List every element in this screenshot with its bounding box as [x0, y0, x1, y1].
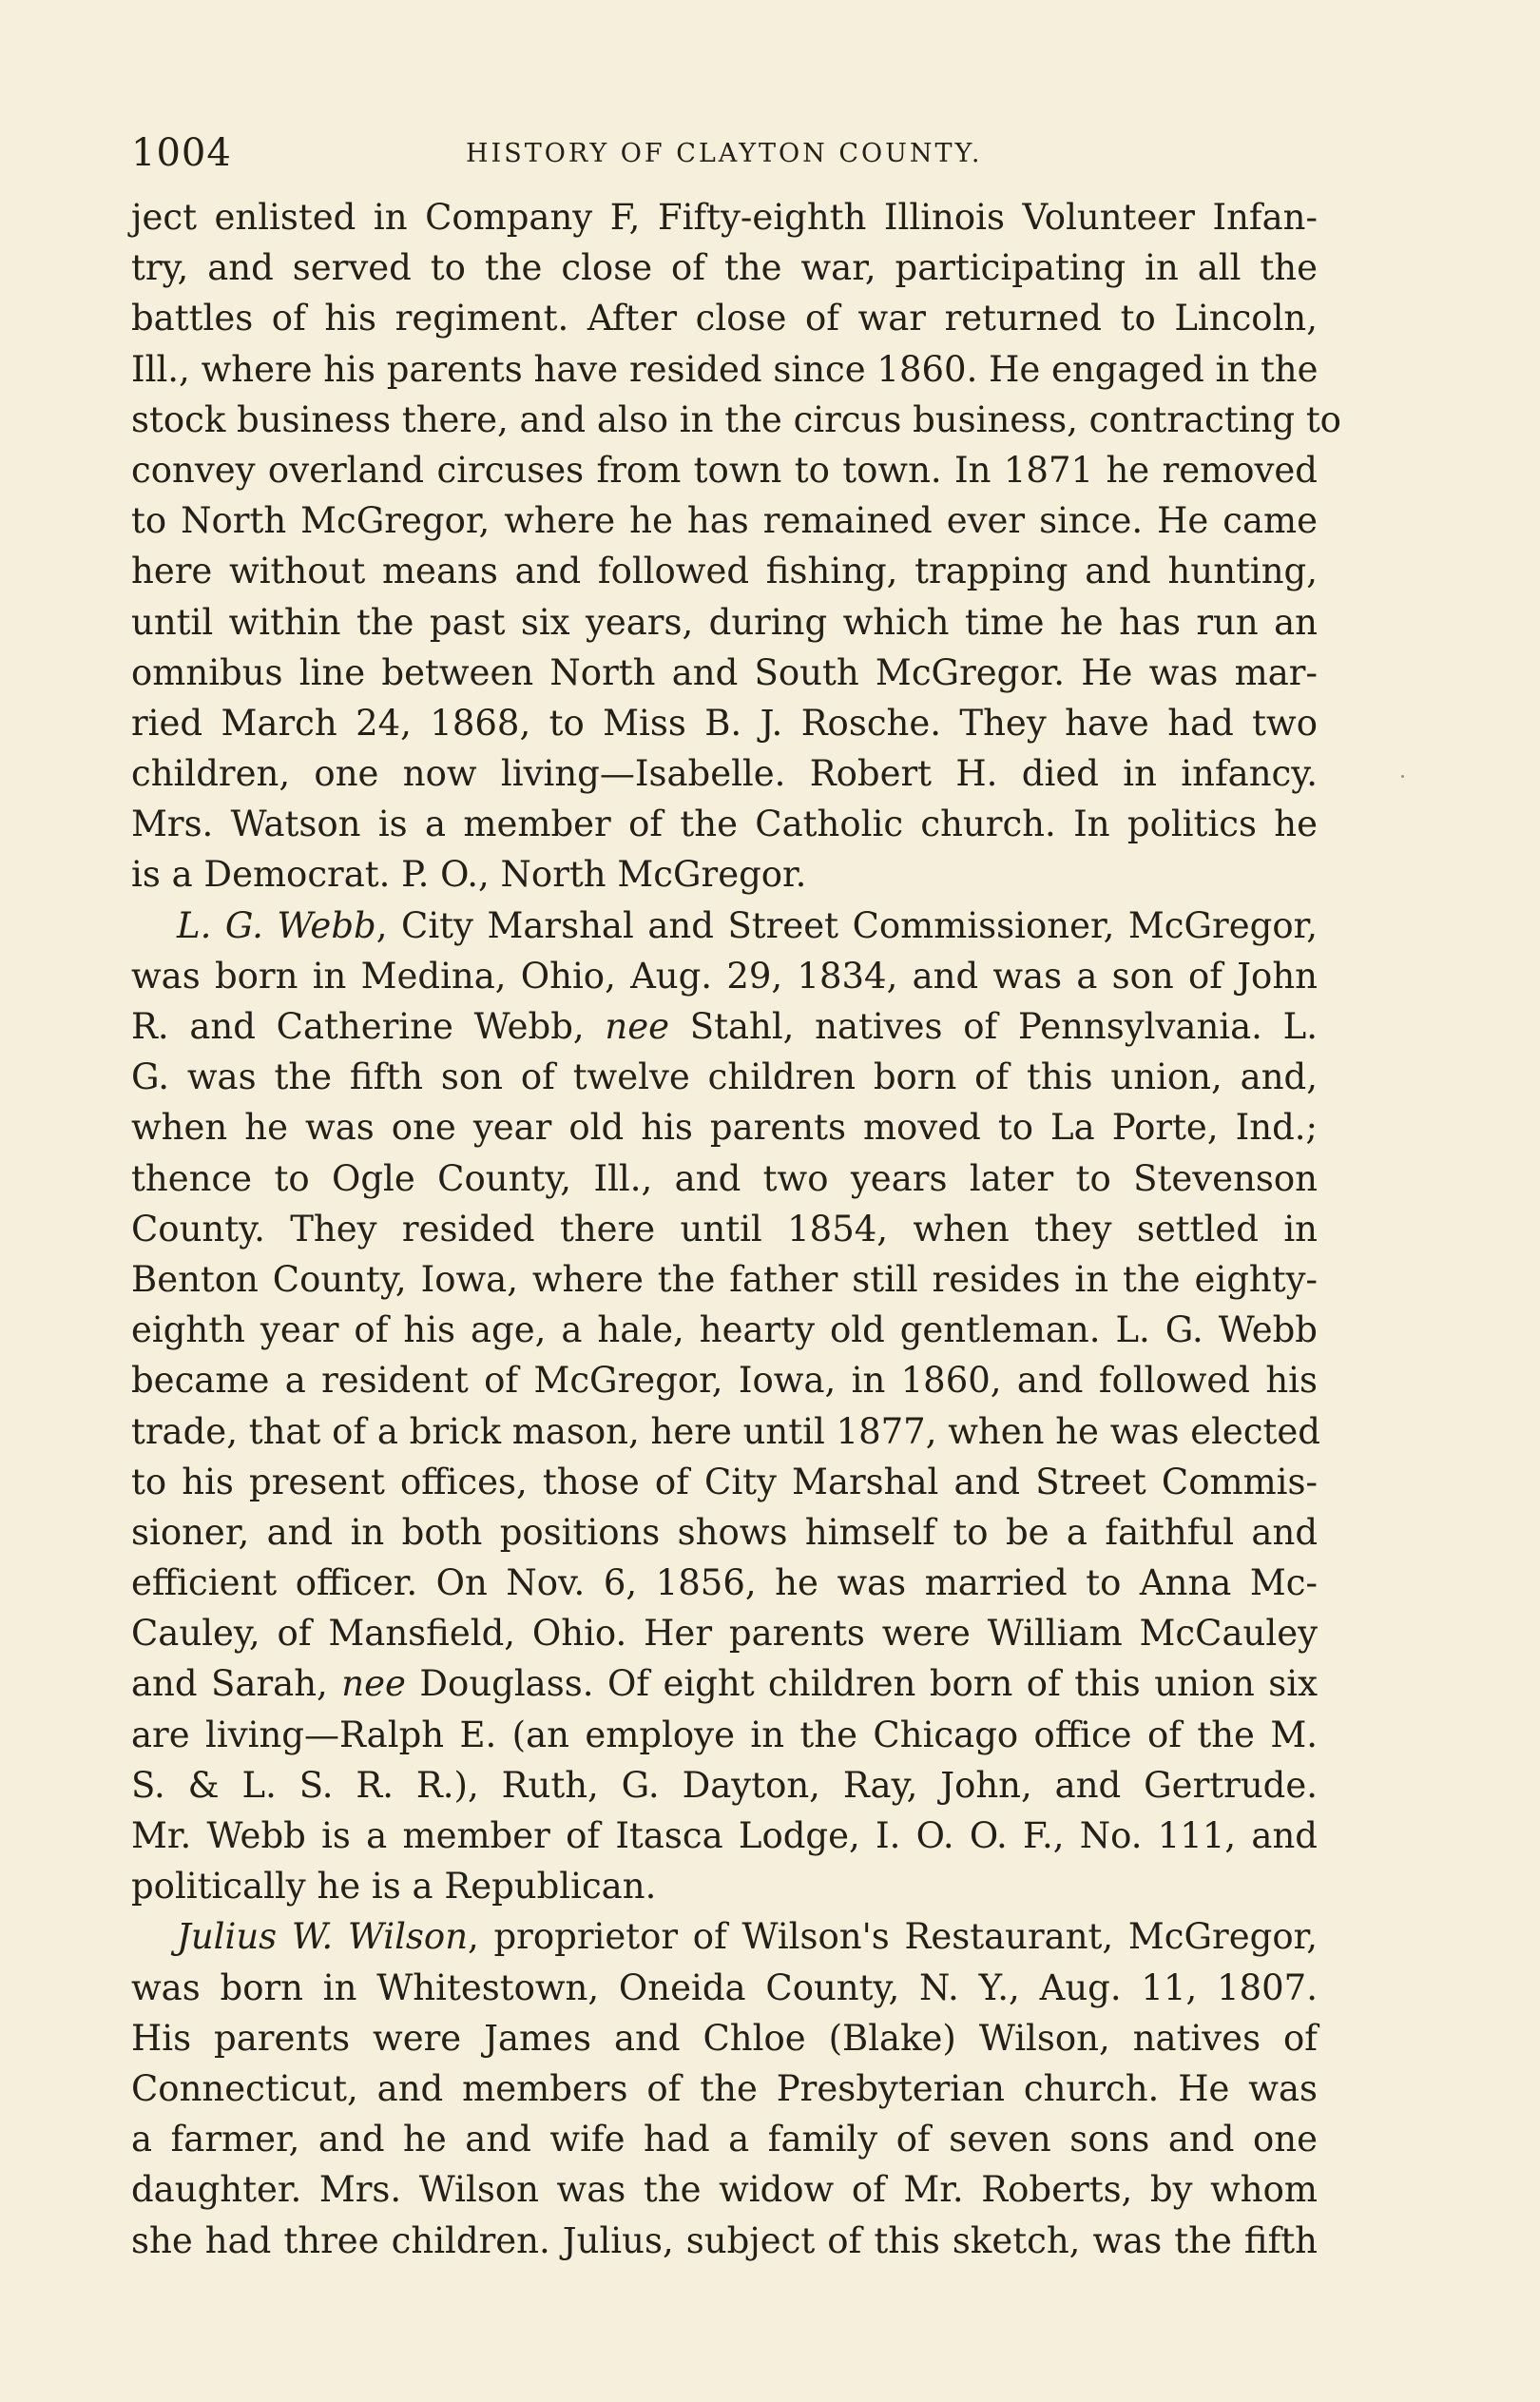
text-line	[131, 1811, 1318, 1861]
line-text: are living—Ralph E. (an employe in the Chicago office of the M.	[131, 1714, 1318, 1755]
line-text: to his present offices, those of City Marshal and Street Commis-	[131, 1461, 1318, 1502]
line-text: stock business there, and also in the circus business, contracting to	[131, 398, 1341, 440]
text-line	[131, 1457, 1318, 1507]
line-text: ried March 24, 1868, to Miss B. J. Rosche. They have had two	[131, 702, 1318, 744]
text-line	[131, 1001, 1318, 1052]
line-text: a farmer, and he and wife had a family of seven sons and one	[131, 2119, 1318, 2160]
line-text: was born in Whitestown, Oneida County, N. Y., Aug. 11, 1807.	[131, 1966, 1318, 2008]
text-line	[131, 395, 1341, 445]
line-text: efficient officer. On Nov. 6, 1856, he was married to Anna Mc-	[131, 1562, 1318, 1604]
text-line	[131, 293, 1318, 343]
text-line	[131, 445, 1318, 495]
line-text: children, one now living—Isabelle. Robert H. died in infancy.	[131, 753, 1318, 795]
page-header	[0, 131, 1540, 179]
line-text: Connecticut, and members of the Presbyterian church. He was	[131, 2067, 1318, 2109]
text-line	[131, 698, 1318, 748]
text-line	[131, 1861, 1318, 1911]
text-line	[131, 495, 1318, 546]
line-text: S. & L. S. R. R.), Ruth, G. Dayton, Ray, John, and Gertrude.	[131, 1764, 1318, 1806]
line-text: , proprietor of Wilson's Restaurant, McGregor,	[468, 1916, 1318, 1958]
text-line	[131, 849, 1318, 900]
text-line	[131, 951, 1318, 1001]
text-line	[131, 2063, 1318, 2114]
page-number: 1004	[131, 131, 232, 175]
line-text: ject enlisted in Company F, Fifty-eighth Illinois Volunteer Infan-	[131, 197, 1318, 238]
line-text: Benton County, Iowa, where the father still resides in the eighty-	[131, 1258, 1318, 1300]
text-line	[131, 192, 1318, 242]
text-line	[131, 1254, 1318, 1305]
person-name: Julius W. Wilson	[177, 1916, 469, 1958]
line-text: Mr. Webb is a member of Itasca Lodge, I. O. O. F., No. 111, and	[131, 1815, 1318, 1856]
line-text: and Sarah,	[131, 1663, 342, 1705]
line-text: , City Marshal and Street Commissioner, McGregor,	[375, 904, 1318, 946]
text-line	[131, 1406, 1318, 1457]
text-line	[131, 1658, 1318, 1709]
line-text: is a Democrat. P. O., North McGregor.	[131, 854, 807, 896]
text-line	[131, 2013, 1318, 2063]
text-line	[131, 1760, 1318, 1811]
text-line	[131, 597, 1318, 648]
text-line	[131, 1558, 1318, 1608]
italic-word: nee	[341, 1663, 406, 1705]
text-line	[131, 799, 1318, 849]
line-text: County. They resided there until 1854, when they settled in	[131, 1208, 1318, 1249]
body-text	[131, 192, 1341, 2266]
text-line	[131, 546, 1318, 596]
text-line	[131, 1608, 1318, 1658]
line-text: sioner, and in both positions shows himself to be a faithful and	[131, 1511, 1318, 1553]
text-line	[131, 648, 1318, 698]
line-text-continued: Stahl, natives of Pennsylvania. L.	[669, 1006, 1318, 1047]
italic-word: nee	[605, 1006, 669, 1047]
text-line	[131, 242, 1318, 293]
line-text: Mrs. Watson is a member of the Catholic church. In politics he	[131, 804, 1318, 845]
person-name: L. G. Webb	[177, 904, 376, 946]
line-text: omnibus line between North and South McGregor. He was mar-	[131, 651, 1318, 693]
line-text-continued: Douglass. Of eight children born of this union six	[405, 1663, 1318, 1705]
line-text: try, and served to the close of the war, participating in all the	[131, 247, 1318, 289]
line-text: was born in Medina, Ohio, Aug. 29, 1834, and was a son of John	[131, 955, 1318, 997]
line-text: Cauley, of Mansfield, Ohio. Her parents were William McCauley	[131, 1613, 1318, 1655]
text-line	[131, 2114, 1318, 2164]
text-line	[131, 2164, 1318, 2215]
text-line	[131, 2216, 1318, 2266]
line-text: eighth year of his age, a hale, hearty old gentleman. L. G. Webb	[131, 1309, 1318, 1351]
line-text: she had three children. Julius, subject of this sketch, was the fifth	[131, 2219, 1318, 2261]
text-line	[131, 1710, 1318, 1760]
text-line	[131, 1911, 1318, 1962]
line-text: G. was the fifth son of twelve children born of this union, and,	[131, 1056, 1318, 1098]
text-line	[131, 344, 1318, 395]
line-text: Ill., where his parents have resided since 1860. He engaged in the	[131, 348, 1319, 390]
text-line	[131, 1355, 1318, 1405]
text-line	[131, 748, 1318, 799]
text-line	[131, 1963, 1318, 2013]
line-text: His parents were James and Chloe (Blake) Wilson, natives of	[131, 2017, 1318, 2059]
text-line	[131, 1102, 1318, 1153]
text-line	[131, 1204, 1318, 1254]
line-text: daughter. Mrs. Wilson was the widow of Mr. Roberts, by whom	[131, 2169, 1318, 2211]
line-text: politically he is a Republican.	[131, 1866, 657, 1908]
line-text: trade, that of a brick mason, here until 1877, when he was elected	[131, 1410, 1320, 1452]
line-text: here without means and followed fishing, trapping and hunting,	[131, 551, 1318, 592]
line-text: to North McGregor, where he has remained ever since. He came	[131, 500, 1318, 542]
running-title: HISTORY OF CLAYTON COUNTY.	[466, 139, 983, 168]
text-line	[131, 901, 1318, 951]
text-line	[131, 1305, 1318, 1355]
text-line	[131, 1153, 1318, 1204]
line-text: convey overland circuses from town to town. In 1871 he removed	[131, 449, 1318, 491]
line-text: became a resident of McGregor, Iowa, in 1860, and followed his	[131, 1360, 1318, 1402]
line-text: thence to Ogle County, Ill., and two years later to Stevenson	[131, 1157, 1318, 1199]
text-line	[131, 1507, 1318, 1558]
line-text: when he was one year old his parents moved to La Porte, Ind.;	[131, 1107, 1318, 1149]
margin-speck	[1401, 775, 1404, 778]
line-text: until within the past six years, during which time he has run an	[131, 601, 1318, 643]
line-text: R. and Catherine Webb,	[131, 1006, 606, 1047]
line-text: battles of his regiment. After close of war returned to Lincoln,	[131, 298, 1318, 339]
text-line	[131, 1052, 1318, 1102]
